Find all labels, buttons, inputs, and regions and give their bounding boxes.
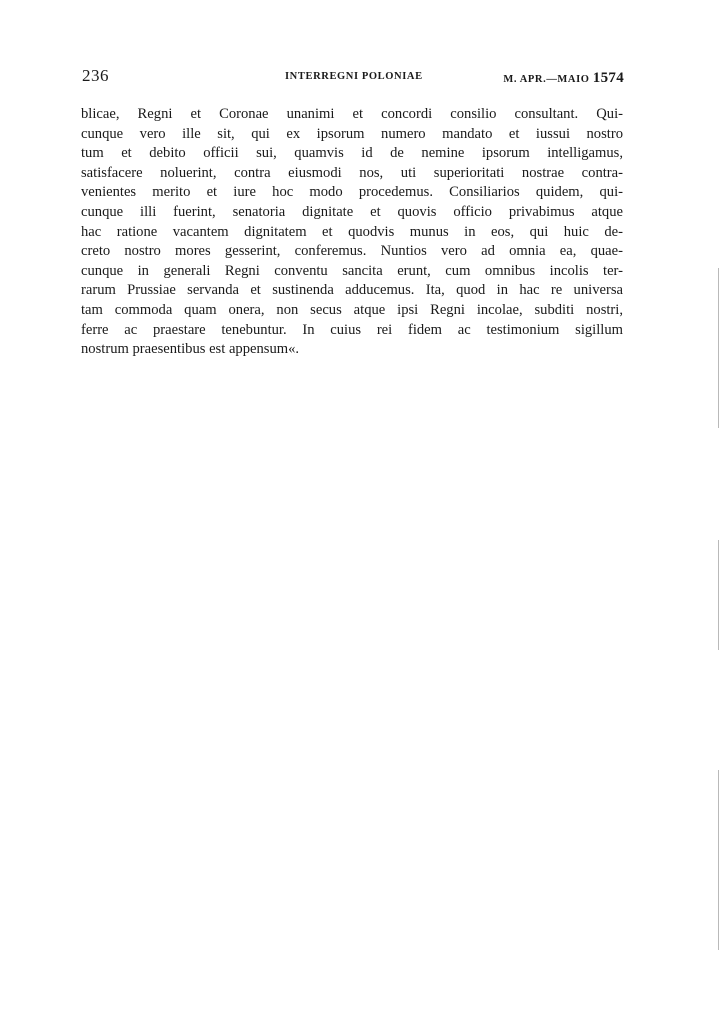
text-line: hac ratione vacantem dignitatem et quodvis munus in eos, qui huic de- <box>81 223 623 240</box>
running-title: INTERREGNI POLONIAE <box>285 71 423 82</box>
text-line: tam commoda quam onera, non secus atque ipsi Regni incolae, subditi nostri, <box>81 301 623 318</box>
body-paragraph <box>81 105 623 360</box>
year: 1574 <box>592 70 624 86</box>
page-number: 236 <box>82 66 109 85</box>
text-line: nostrum praesentibus est appensum«. <box>81 341 300 358</box>
text-line: ferre ac praestare tenebuntur. In cuius rei fidem ac testimonium sigillum <box>81 321 623 338</box>
text-line: tum et debito officii sui, quamvis id de nemine ipsorum intelligamus, <box>81 145 623 162</box>
text-line: rarum Prussiae servanda et sustinenda adducemus. Ita, quod in hac re universa <box>81 282 623 299</box>
scan-edge-mark <box>718 540 719 650</box>
running-header <box>82 66 624 88</box>
text-line: creto nostro mores gesserint, conferemus. Nuntios vero ad omnia ea, quae- <box>81 243 623 260</box>
scan-edge-mark <box>718 770 719 950</box>
running-date <box>503 70 624 87</box>
text-line: cunque illi fuerint, senatoria dignitate et quovis officio privabimus atque <box>81 203 623 220</box>
text-line: satisfacere noluerint, contra eiusmodi nos, uti superioritati nostrae contra- <box>81 164 623 181</box>
text-line: venientes merito et iure hoc modo procedemus. Consiliarios quidem, qui- <box>81 184 623 201</box>
text-line: cunque in generali Regni conventu sancita erunt, cum omnibus incolis ter- <box>81 262 623 279</box>
scan-edge-mark <box>718 268 719 428</box>
text-line: blicae, Regni et Coronae unanimi et concordi consilio consultant. Qui- <box>81 106 623 122</box>
date-range: M. APR.—MAIO <box>503 74 590 85</box>
text-line: cunque vero ille sit, qui ex ipsorum numero mandato et iussui nostro <box>81 125 623 142</box>
